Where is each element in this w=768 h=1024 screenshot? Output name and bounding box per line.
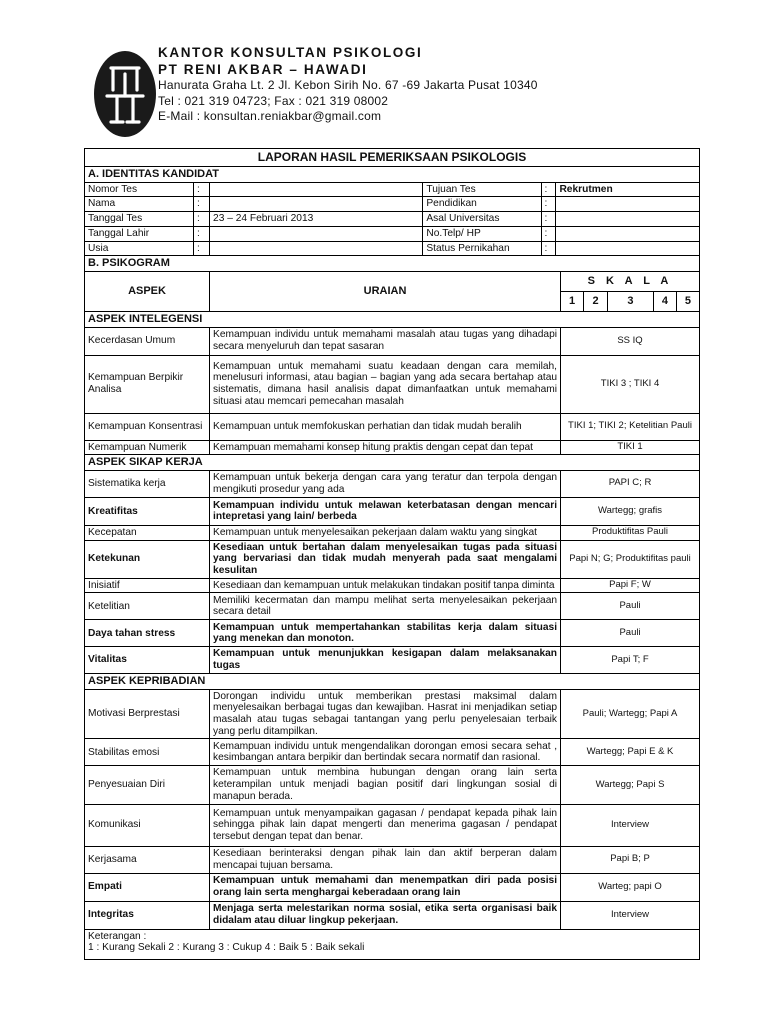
- uraian-cell: Kesediaan berinteraksi dengan pihak lain dan aktif berperan dalam mencapai tujuan bersama.: [210, 846, 561, 873]
- tool-cell: Interview: [561, 804, 700, 846]
- company-phone: Tel : 021 319 04723; Fax : 021 319 08002: [158, 93, 389, 108]
- report-table: [84, 148, 700, 960]
- uraian-cell: Kemampuan untuk menyelesaikan pekerjaan dalam waktu yang singkat: [210, 525, 561, 540]
- tool-cell: Pauli; Wartegg; Papi A: [561, 689, 700, 739]
- psikogram-row: [85, 355, 700, 413]
- identity-label: Asal Universitas: [423, 212, 541, 227]
- psikogram-row: [85, 470, 700, 497]
- aspek-cell: Daya tahan stress: [85, 620, 210, 647]
- uraian-cell: Kemampuan untuk mempertahankan stabilitas kerja dalam situasi yang menekan dan monoton.: [210, 620, 561, 647]
- tool-cell: Pauli: [561, 620, 700, 647]
- uraian-cell: Kesediaan untuk bertahan dalam menyelesaikan tugas pada situasi yang bervariasi dan tidak mudah menyerah pada saat mengalami kesulitan: [210, 540, 561, 578]
- identity-colon: :: [541, 226, 556, 241]
- identity-colon: :: [541, 197, 556, 212]
- aspek-cell: Motivasi Berprestasi: [85, 689, 210, 739]
- psikogram-row: [85, 647, 700, 673]
- company-legal-name: PT RENI AKBAR – HAWADI: [158, 62, 368, 77]
- aspek-cell: Ketekunan: [85, 540, 210, 578]
- uraian-cell: Dorongan individu untuk memberikan prestasi maksimal dalam menyelesaikan berbagai tugas dan kewajiban. Hasrat ini menjadikan setiap masalah atau tugas sebagai tantangan yang perlu penyelesaian terbaik yang perlu ditampilkan.: [210, 689, 561, 739]
- uraian-cell: Kemampuan individu untuk mengendalikan dorongan emosi secara sehat , kesimbangan antara berpikir dan bertindak secara normatif dan rasional.: [210, 739, 561, 766]
- identity-colon: :: [193, 197, 209, 212]
- aspek-cell: Kecerdasan Umum: [85, 327, 210, 355]
- aspek-cell: Kecepatan: [85, 525, 210, 540]
- psikogram-row: [85, 440, 700, 455]
- company-email: E-Mail : konsultan.reniakbar@gmail.com: [158, 109, 382, 123]
- identity-colon: :: [193, 226, 209, 241]
- aspek-cell: Vitalitas: [85, 647, 210, 673]
- company-address: Hanurata Graha Lt. 2 Jl. Kebon Sirih No. 67 -69 Jakarta Pusat 10340: [158, 78, 538, 92]
- group-title: ASPEK SIKAP KERJA: [85, 455, 700, 471]
- identity-value: [556, 226, 700, 241]
- psikogram-row: [85, 901, 700, 929]
- psikogram-row: [85, 739, 700, 766]
- scale-1: 1: [561, 291, 584, 311]
- psikogram-row: [85, 327, 700, 355]
- uraian-cell: Kesediaan dan kemampuan untuk melakukan tindakan positif tanpa diminta: [210, 578, 561, 593]
- psikogram-row: [85, 689, 700, 739]
- uraian-cell: Kemampuan untuk menyampaikan gagasan / pendapat kepada pihak lain sehingga pihak lain dapat mengerti dan menerima gagasan / pendapat tersebut dengan tepat dan benar.: [210, 804, 561, 846]
- report-title: LAPORAN HASIL PEMERIKSAAN PSIKOLOGIS: [85, 149, 700, 167]
- identity-label: Usia: [85, 241, 194, 256]
- identity-value: [210, 182, 423, 197]
- tool-cell: PAPI C; R: [561, 470, 700, 497]
- tool-cell: Pauli: [561, 593, 700, 620]
- tool-cell: Wartegg; Papi S: [561, 766, 700, 804]
- aspek-cell: Penyesuaian Diri: [85, 766, 210, 804]
- aspek-cell: Sistematika kerja: [85, 470, 210, 497]
- identity-colon: :: [193, 182, 209, 197]
- uraian-cell: Kemampuan individu untuk memahami masalah atau tugas yang dihadapi secara menyeluruh dan tepat sasaran: [210, 327, 561, 355]
- keterangan-label: Keterangan :: [88, 930, 147, 942]
- identity-label: Tanggal Tes: [85, 212, 194, 227]
- tool-cell: Papi F; W: [561, 578, 700, 593]
- aspek-cell: Kemampuan Numerik: [85, 440, 210, 455]
- letterhead-text: [158, 44, 538, 125]
- aspek-cell: Integritas: [85, 901, 210, 929]
- identity-label: Nama: [85, 197, 194, 212]
- header-aspek: ASPEK: [85, 271, 210, 311]
- scale-5: 5: [676, 291, 699, 311]
- tool-cell: Warteg; papi O: [561, 873, 700, 901]
- psikogram-row: [85, 873, 700, 901]
- psikogram-row: [85, 804, 700, 846]
- tool-cell: SS IQ: [561, 327, 700, 355]
- identity-colon: :: [193, 241, 209, 256]
- identity-value: Rekrutmen: [556, 182, 700, 197]
- psikogram-row: [85, 593, 700, 620]
- group-title: ASPEK INTELEGENSI: [85, 311, 700, 327]
- psikogram-row: [85, 525, 700, 540]
- header-skala: S K A L A: [561, 271, 700, 291]
- uraian-cell: Kemampuan individu untuk melawan keterbatasan dengan mencari intepretasi yang lain/ berbeda: [210, 497, 561, 525]
- psikogram-row: [85, 766, 700, 804]
- scale-4: 4: [653, 291, 676, 311]
- tool-cell: Interview: [561, 901, 700, 929]
- psikogram-row: [85, 578, 700, 593]
- identity-colon: :: [541, 241, 556, 256]
- identity-label: No.Telp/ HP: [423, 226, 541, 241]
- identity-label: Status Pernikahan: [423, 241, 541, 256]
- uraian-cell: Kemampuan untuk menunjukkan kesigapan dalam melaksanakan tugas: [210, 647, 561, 673]
- uraian-cell: Kemampuan untuk bekerja dengan cara yang teratur dan terpola dengan mengikuti prosedur yang ada: [210, 470, 561, 497]
- keterangan-text: 1 : Kurang Sekali 2 : Kurang 3 : Cukup 4 : Baik 5 : Baik sekali: [88, 942, 365, 954]
- tool-cell: Papi T; F: [561, 647, 700, 673]
- section-b-title: B. PSIKOGRAM: [85, 256, 700, 272]
- tool-cell: TIKI 3 ; TIKI 4: [561, 355, 700, 413]
- keterangan: [85, 929, 700, 959]
- scale-3: 3: [608, 291, 654, 311]
- aspek-cell: Empati: [85, 873, 210, 901]
- aspek-cell: Inisiatif: [85, 578, 210, 593]
- uraian-cell: Kemampuan untuk membina hubungan dengan orang lain serta keterampilan untuk menjadi bagian positif dari lingkungan sosial di manapun berada.: [210, 766, 561, 804]
- aspek-cell: Kemampuan Berpikir Analisa: [85, 355, 210, 413]
- identity-value: [210, 197, 423, 212]
- tool-cell: Produktifitas Pauli: [561, 525, 700, 540]
- group-title: ASPEK KEPRIBADIAN: [85, 673, 700, 689]
- psikogram-row: [85, 846, 700, 873]
- identity-label: Tujuan Tes: [423, 182, 541, 197]
- aspek-cell: Kerjasama: [85, 846, 210, 873]
- identity-value: [556, 212, 700, 227]
- uraian-cell: Memiliki kecermatan dan mampu melihat serta menyelesaikan pekerjaan secara detail: [210, 593, 561, 620]
- tool-cell: Papi N; G; Produktifitas pauli: [561, 540, 700, 578]
- tool-cell: Papi B; P: [561, 846, 700, 873]
- tool-cell: Wartegg; grafis: [561, 497, 700, 525]
- identity-colon: :: [541, 212, 556, 227]
- letterhead: [0, 0, 768, 145]
- aspek-cell: Kemampuan Konsentrasi: [85, 413, 210, 440]
- company-name: KANTOR KONSULTAN PSIKOLOGI: [158, 45, 423, 60]
- identity-value: [556, 197, 700, 212]
- header-uraian: URAIAN: [210, 271, 561, 311]
- identity-colon: :: [541, 182, 556, 197]
- identity-label: Pendidikan: [423, 197, 541, 212]
- uraian-cell: Kemampuan untuk memfokuskan perhatian dan tidak mudah beralih: [210, 413, 561, 440]
- uraian-cell: Menjaga serta melestarikan norma sosial, etika serta organisasi baik didalam atau diluar lingkup pekerjaan.: [210, 901, 561, 929]
- psikogram-row: [85, 413, 700, 440]
- section-a-title: A. IDENTITAS KANDIDAT: [85, 167, 700, 183]
- identity-value: [556, 241, 700, 256]
- aspek-cell: Komunikasi: [85, 804, 210, 846]
- aspek-cell: Kreatifitas: [85, 497, 210, 525]
- scale-2: 2: [583, 291, 607, 311]
- tool-cell: TIKI 1; TIKI 2; Ketelitian Pauli: [561, 413, 700, 440]
- uraian-cell: Kemampuan memahami konsep hitung praktis dengan cepat dan tepat: [210, 440, 561, 455]
- uraian-cell: Kemampuan untuk memahami dan menempatkan diri pada posisi orang lain serta menghargai keberadaan orang lain: [210, 873, 561, 901]
- identity-value: [210, 226, 423, 241]
- company-logo-icon: [93, 50, 157, 138]
- tool-cell: TIKI 1: [561, 440, 700, 455]
- tool-cell: Wartegg; Papi E & K: [561, 739, 700, 766]
- aspek-cell: Ketelitian: [85, 593, 210, 620]
- identity-value: 23 – 24 Februari 2013: [210, 212, 423, 227]
- identity-colon: :: [193, 212, 209, 227]
- uraian-cell: Kemampuan untuk memahami suatu keadaan dengan cara memilah, menelusuri informasi, atau bagian – bagian yang ada secara bertahap atau sistematis, dimana hasil analisis dapat dimanfaatkan untuk memahami situasi atau memcari pemecahan masalah: [210, 355, 561, 413]
- psikogram-row: [85, 497, 700, 525]
- psikogram-row: [85, 620, 700, 647]
- identity-label: Tanggal Lahir: [85, 226, 194, 241]
- identity-label: Nomor Tes: [85, 182, 194, 197]
- aspek-cell: Stabilitas emosi: [85, 739, 210, 766]
- identity-value: [210, 241, 423, 256]
- psikogram-row: [85, 540, 700, 578]
